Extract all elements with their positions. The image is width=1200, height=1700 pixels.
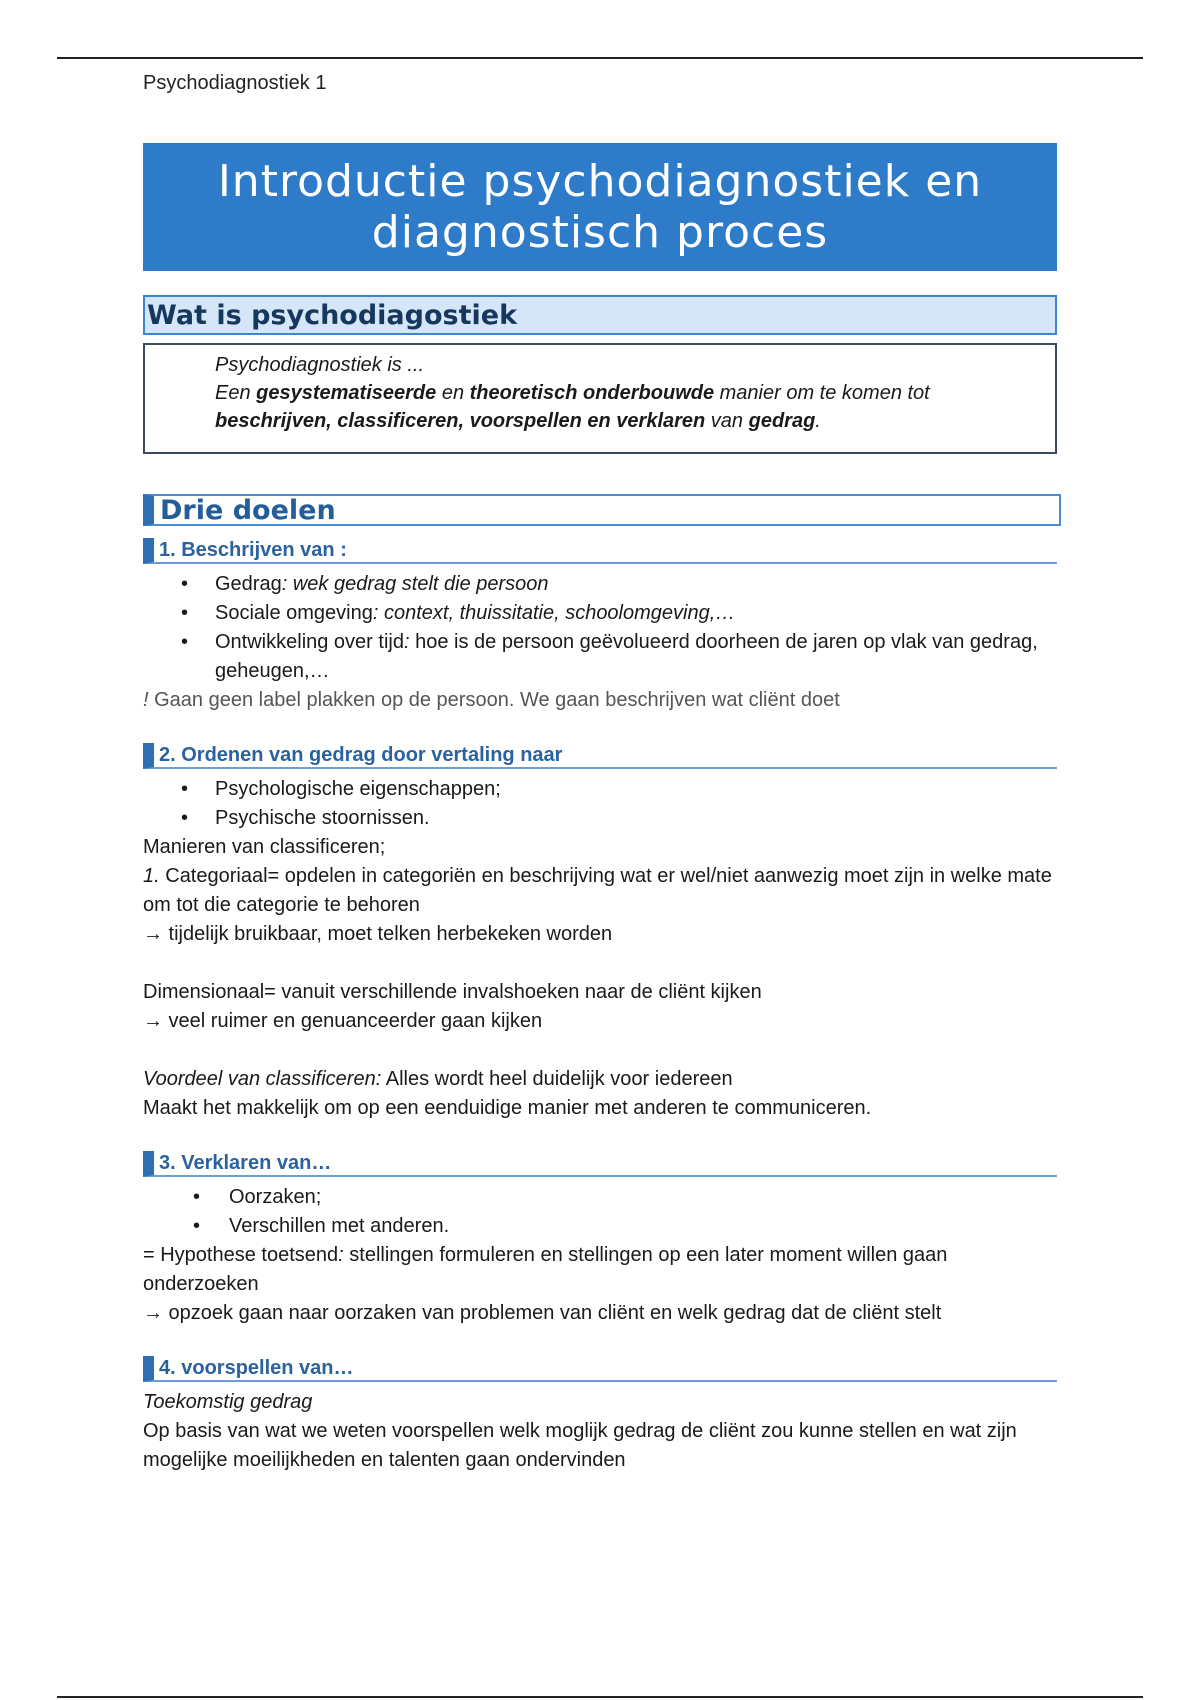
- heading-ordenen-text: 2. Ordenen van gedrag door vertaling naar: [159, 743, 563, 766]
- heading-verklaren: [143, 1151, 1057, 1177]
- ordenen-list: [143, 775, 1057, 833]
- heading-voorspellen-text: 4. voorspellen van…: [159, 1356, 354, 1379]
- hyp-body: stellingen formuleren en stellingen op een later moment willen gaan onderzoeken: [143, 1244, 948, 1295]
- voordeel-text: [143, 1065, 1057, 1094]
- cat-num: 1.: [143, 865, 160, 887]
- def-en: en: [436, 382, 470, 404]
- hyp-colon: :: [338, 1244, 344, 1266]
- heading-voorspellen: [143, 1356, 1057, 1382]
- def-theoretisch: theoretisch onderbouwde: [469, 382, 715, 404]
- voorspellen-sub-text: Toekomstig gedrag: [143, 1391, 313, 1413]
- def-een: Een: [215, 382, 257, 404]
- voorspellen-sub: [143, 1388, 1057, 1417]
- item-text: hoe is de persoon geëvolueerd doorheen de jaren op vlak van gedrag, geheugen,…: [215, 631, 1038, 682]
- categoriaal-text: [143, 862, 1057, 920]
- title-box: [143, 143, 1057, 271]
- item-label: Sociale omgeving: [215, 602, 373, 624]
- def-gedrag: gedrag: [748, 410, 816, 432]
- item-text: : wek gedrag stelt die persoon: [281, 573, 549, 595]
- def-manier: manier om te komen tot: [714, 382, 930, 404]
- note-text: Gaan geen label plakken op de persoon. We gaan beschrijven wat cliënt doet: [148, 689, 840, 711]
- maakt-text: Maakt het makkelijk om op een eenduidige manier met anderen te communiceren.: [143, 1097, 872, 1119]
- voordeel-label: Voordeel van classificeren:: [143, 1068, 382, 1090]
- page-content: [143, 143, 1057, 1475]
- page-title: Introductie psychodiagnostiek en diagnostisch proces: [217, 156, 983, 258]
- item-colon: :: [403, 631, 410, 653]
- heading-drie-doelen-text: Drie doelen: [160, 494, 336, 526]
- beschrijven-note: [143, 686, 1057, 715]
- definition-text: [215, 379, 1035, 435]
- voordeel-body: Alles wordt heel duidelijk voor iedereen: [381, 1068, 733, 1090]
- heading-beschrijven-text: 1. Beschrijven van :: [159, 538, 347, 561]
- hyp-label: = Hypothese toetsend: [143, 1244, 339, 1266]
- verklaren-list: [143, 1183, 1057, 1241]
- heading-ordenen: [143, 743, 1057, 769]
- beschrijven-list: [143, 570, 1057, 686]
- item-label: Ontwikkeling over tijd: [215, 631, 404, 653]
- heading-verklaren-text: 3. Verklaren van…: [159, 1151, 332, 1174]
- section-heading-wat-is-text: Wat is psychodiagostiek: [147, 299, 518, 331]
- cat-text: Categoriaal= opdelen in categoriën en beschrijving wat er wel/niet aanwezig moet zijn in welke mate om tot die categorie te behoren: [143, 865, 1052, 916]
- definition-intro: Psychodiagnostiek is ...: [215, 354, 424, 376]
- item-text: : context, thuissitatie, schoolomgeving,…: [372, 602, 736, 624]
- list-item: [143, 570, 1057, 599]
- def-gesystematiseerde: gesystematiseerde: [256, 382, 437, 404]
- manieren-text: Manieren van classificeren;: [143, 836, 386, 858]
- dimensionaal-text: Dimensionaal= vanuit verschillende invalshoeken naar de cliënt kijken: [143, 981, 762, 1003]
- def-dot: .: [815, 410, 821, 432]
- top-rule: [57, 57, 1143, 59]
- bottom-rule: [57, 1696, 1143, 1698]
- definition-box: [143, 343, 1057, 454]
- list-item: • Psychologische eigenschappen;: [143, 775, 1057, 804]
- dimensionaal-arrow: → veel ruimer en genuanceerder gaan kijken: [143, 1010, 543, 1032]
- heading-drie-doelen: [143, 494, 1061, 526]
- section-heading-wat-is: [143, 295, 1057, 335]
- voorspellen-text: Op basis van wat we weten voorspellen welk moglijk gedrag de cliënt zou kunne stellen en wat zijn mogelijke moeilijkheden en talenten gaan ondervinden: [143, 1420, 1017, 1471]
- categoriaal-arrow: → tijdelijk bruikbaar, moet telken herbekeken worden: [143, 923, 613, 945]
- def-bcvv: beschrijven, classificeren, voorspellen en verklaren: [215, 410, 706, 432]
- hypothese-text: [143, 1241, 1057, 1299]
- heading-beschrijven: [143, 538, 1057, 564]
- list-item: • Psychische stoornissen.: [143, 804, 1057, 833]
- list-item: [143, 599, 1057, 628]
- item-label: Gedrag: [215, 573, 282, 595]
- verklaren-arrow: → opzoek gaan naar oorzaken van problemen van cliënt en welk gedrag dat de cliënt stelt: [143, 1302, 942, 1324]
- list-item: [143, 628, 1057, 686]
- running-header: Psychodiagnostiek 1: [143, 72, 327, 94]
- note-mark: !: [143, 689, 149, 711]
- def-van: van: [705, 410, 749, 432]
- list-item: • Oorzaken;: [143, 1183, 1057, 1212]
- list-item: • Verschillen met anderen.: [143, 1212, 1057, 1241]
